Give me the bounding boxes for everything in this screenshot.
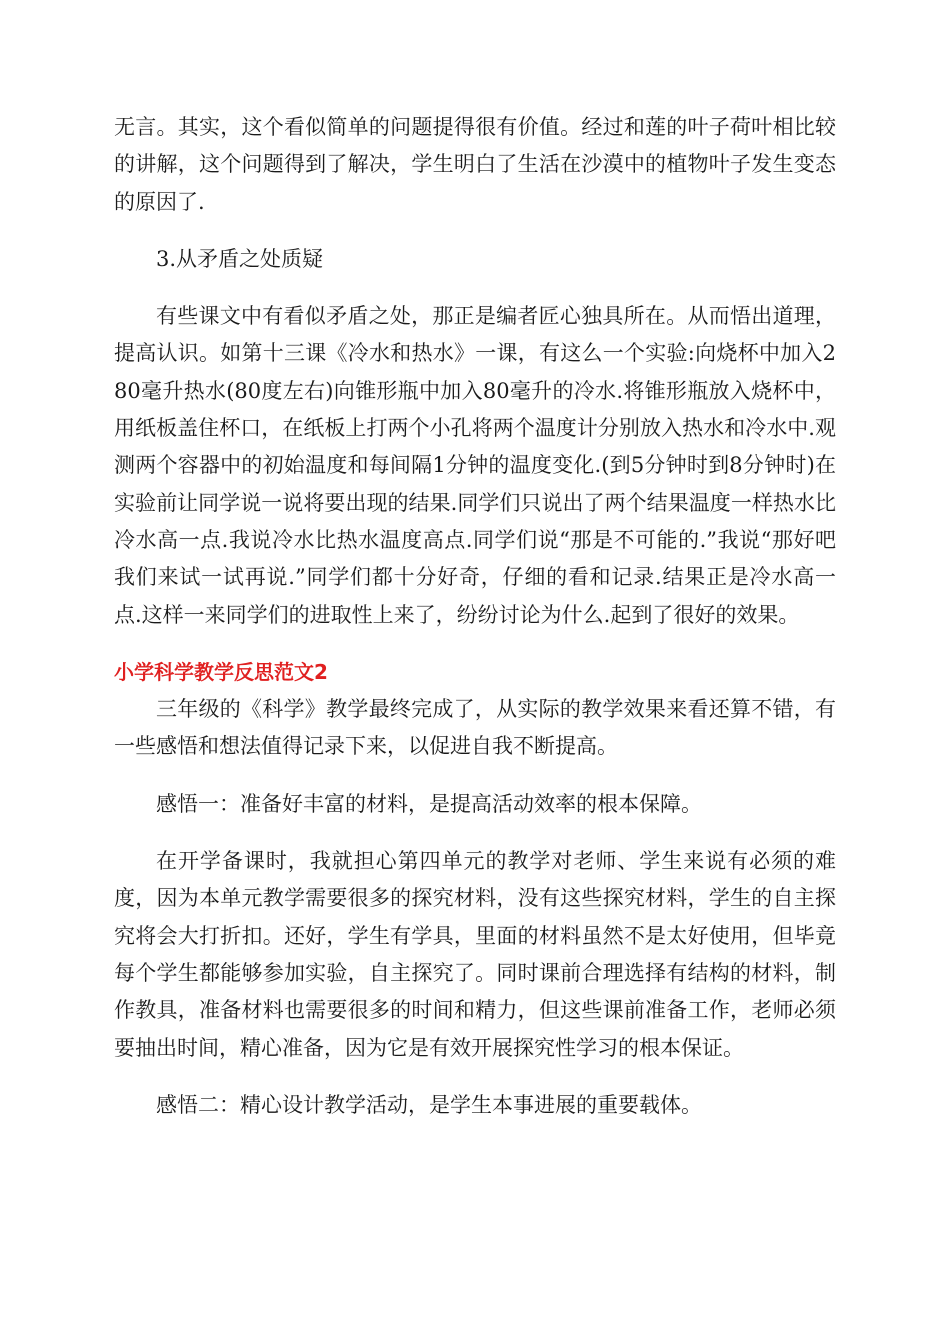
paragraph-materials: 在开学备课时，我就担心第四单元的教学对老师、学生来说有必须的难度，因为本单元教学需要很多的探究材料，没有这些探究材料，学生的自主探究将会大打折扣。还好，学生有学具，里面的材料虽然不是太好使用，但毕竟每个学生都能够参加实验，自主探究了。同时课前合理选择有结构的材料，制作教具，准备材料也需要很多的时间和精力，但这些课前准备工作，老师必须要抽出时间，精心准备，因为它是有效开展探究性学习的根本保证。 xyxy=(114,849,836,1060)
paragraph-gap xyxy=(114,278,836,298)
document-page xyxy=(114,109,836,1124)
insight-one: 感悟一：准备好丰富的材料，是提高活动效率的根本保障。 xyxy=(156,791,702,816)
paragraph-gap xyxy=(114,634,836,654)
insight-two: 感悟二：精心设计教学活动，是学生本事进展的重要载体。 xyxy=(156,1092,702,1117)
paragraph-continued: 无言。其实，这个看似简单的问题提得很有价值。经过和莲的叶子荷叶相比较的讲解，这个问题得到了解决，学生明白了生活在沙漠中的植物叶子发生变态的原因了. xyxy=(114,115,836,214)
paragraph-experiment: 有些课文中有看似矛盾之处，那正是编者匠心独具所在。从而悟出道理，提高认识。如第十三课《冷水和热水》一课，有这么一个实验:向烧杯中加入280毫升热水(80度左右)向锥形瓶中加入80毫升的冷水.将锥形瓶放入烧杯中，用纸板盖住杯口，在纸板上打两个小孔将两个温度计分别放入热水和冷水中.观测两个容器中的初始温度和每间隔1分钟的温度变化.(到5分钟时到8分钟时)在实验前让同学说一说将要出现的结果.同学们只说出了两个结果温度一样热水比冷水高一点.我说冷水比热水温度高点.同学们说“那是不可能的.”我说“那好吧我们来试一试再说.”同学们都十分好奇，仔细的看和记录.结果正是冷水高一点.这样一来同学们的进取性上来了，纷纷讨论为什么.起到了很好的效果。 xyxy=(114,304,836,627)
paragraph-gap xyxy=(114,1067,836,1087)
paragraph-intro: 三年级的《科学》教学最终完成了，从实际的教学效果来看还算不错，有一些感悟和想法值得记录下来，以促进自我不断提高。 xyxy=(114,697,836,759)
section-subtitle: 3.从矛盾之处质疑 xyxy=(156,246,324,271)
paragraph-gap xyxy=(114,221,836,241)
paragraph-gap xyxy=(114,823,836,843)
article-heading: 小学科学教学反思范文2 xyxy=(114,659,328,684)
paragraph-gap xyxy=(114,766,836,786)
